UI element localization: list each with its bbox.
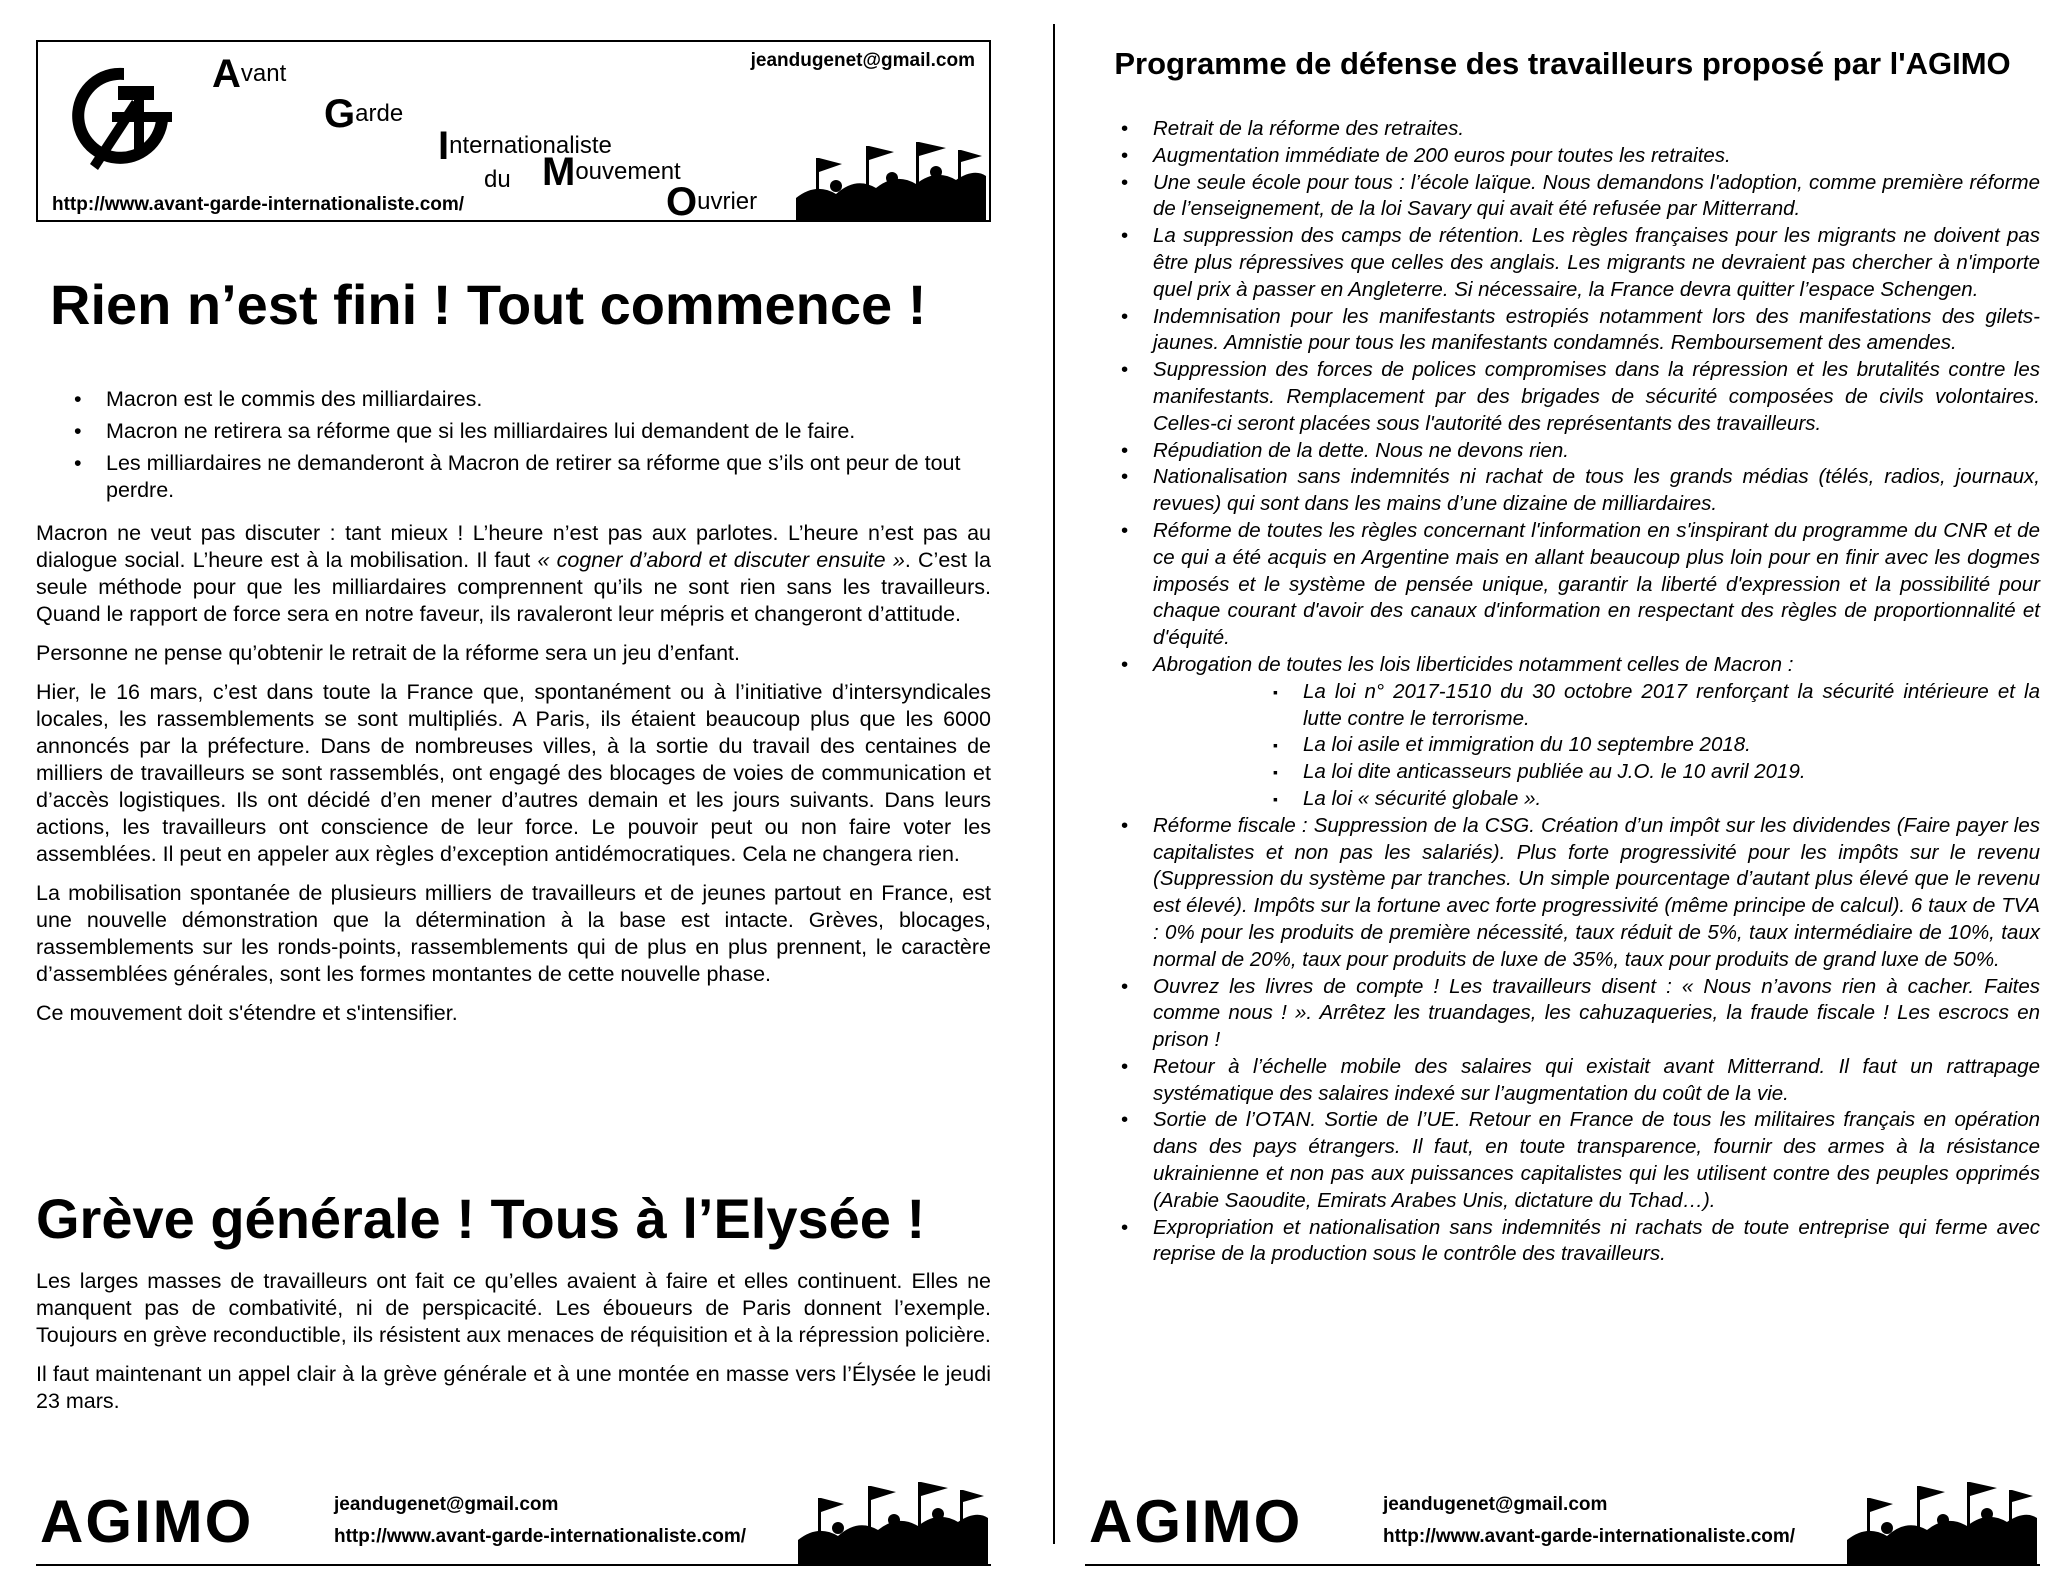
list-item: • Réforme de toutes les règles concernant l'information en s'inspirant du programme du CNR et de ce qui a été acquis en Argentine mais en allant beaucoup plus loin pour en finir avec les dogmes imposés et le système de pensée unique, garantir la liberté d'expression et la possibilité pour chaque courant d'avoir des canaux d'information en respectant des règles de proportionnalité et d'équité. (1085, 518, 2040, 652)
footer-rule (36, 1564, 991, 1566)
list-item: • Augmentation immédiate de 200 euros pour toutes les retraites. (1085, 143, 2040, 170)
list-item: • Répudiation de la dette. Nous ne devons rien. (1085, 438, 2040, 465)
footer-url[interactable]: http://www.avant-garde-internationaliste.com/ (1383, 1526, 1796, 1547)
paragraph-hier: Hier, le 16 mars, c’est dans toute la France que, spontanément ou à l’initiative d’intersyndicales locales, les rassemblements se sont multipliés. A Paris, ils étaient beaucoup plus que les 6000 annoncés par la préfecture. Dans de nombreuses villes, à la sortie du travail des centaines de milliers de travailleurs se sont rassemblés, ont engagé des blocages de voies de communication et d’accès logistiques. Ils ont décidé d’en mener d’autres demain et les jours suivants. Dans leurs actions, les travailleurs ont conscience de leur force. Le pouvoir peut ou non faire voter les assemblées. Il peut en appeler aux règles d’exception antidémocratiques. Cela ne changera rien. (36, 680, 991, 866)
header-email[interactable]: jeandugenet@gmail.com (750, 50, 975, 71)
right-footer (1085, 1476, 2040, 1566)
header-banner (36, 40, 991, 222)
acronym-line-du: du (484, 166, 511, 193)
headline-rien-nest-fini: Rien n’est fini ! Tout commence ! (50, 273, 927, 336)
left-bullet-list (36, 386, 991, 509)
list-item: • La suppression des camps de rétention. Les règles françaises pour les migrants ne doivent pas être plus répressives que celles des anglais. Les migrants ne devraient pas chercher à n'importe quel prix à passer en Angleterre. Si nécessaire, la France devra quitter l’espace Schengen. (1085, 223, 2040, 303)
agimo-brand: AGIMO (1089, 1488, 1303, 1555)
sub-list-item: ▪ La loi n° 2017-1510 du 30 octobre 2017 renforçant la sécurité intérieure et la lutte contre le terrorisme. (1153, 679, 2040, 733)
crowd-flags-icon (796, 138, 986, 220)
acronym-line-internationaliste: Internationaliste (438, 124, 612, 168)
list-item: • Sortie de l’OTAN. Sortie de l’UE. Retour en France de tous les militaires français en opération dans des pays étrangers. Il faut, en toute transparence, fournir des armes à la résistance ukrainienne et non pas aux puissances capitalistes qui les utilisent contre des peuples opprimés (Arabie Saoudite, Emirats Arabes Unis, dictature du Tchad…). (1085, 1107, 2040, 1214)
paragraph-appel: Il faut maintenant un appel clair à la grève générale et à une montée en masse vers l’Élysée le jeudi 23 mars. (36, 1362, 991, 1413)
acronym-line-avant: Avant (212, 52, 287, 96)
left-footer (36, 1476, 991, 1566)
list-item: • Nationalisation sans indemnités ni rachat de tous les grands médias (télés, radios, journaux, revues) qui sont dans les mains d’une dizaine de milliardaires. (1085, 464, 2040, 518)
list-item: • Macron est le commis des milliardaires. (36, 386, 991, 413)
crowd-flags-icon (1847, 1478, 2037, 1564)
list-item: • Retrait de la réforme des retraites. (1085, 116, 2040, 143)
left-body-part2 (36, 1268, 991, 1427)
footer-url[interactable]: http://www.avant-garde-internationaliste.com/ (334, 1526, 747, 1547)
program-title: Programme de défense des travailleurs proposé par l'AGIMO (1114, 46, 2011, 81)
list-item-abrogation: • Abrogation de toutes les lois liberticides notamment celles de Macron : ▪ La loi n° 2017-1510 du 30 octobre 2017 renforçant la sécurité intérieure et la lutte contre le terrorisme. ▪ La loi asile et immigration du 10 septembre 2018. ▪ La loi dite anticasseurs publiée au J.O. le 10 avril 2019. ▪ La loi « sécurité globale ». (1085, 652, 2040, 813)
list-item: • Ouvrez les livres de compte ! Les travailleurs disent : « Nous n’avons rien à cacher. Faites comme nous ! ». Arrêtez les truandages, les cahuzaqueries, la fraude fiscale ! Les escrocs en prison ! (1085, 974, 2040, 1054)
paragraph-larges-masses: Les larges masses de travailleurs ont fait ce qu’elles avaient à faire et elles continuent. Elles ne manquent pas de combativité, ni de perspicacité. Les éboueurs de Paris donnent l’exemple. Toujours en grève reconductible, ils résistent aux menaces de réquisition et à la répression policière. (36, 1269, 991, 1347)
left-page (36, 36, 991, 1555)
right-page (1085, 36, 2040, 1555)
sub-list-item: ▪ La loi dite anticasseurs publiée au J.O. le 10 avril 2019. (1153, 759, 2040, 786)
left-body-part1 (36, 520, 991, 1039)
paragraph-mouvement: Ce mouvement doit s'étendre et s'intensifier. (36, 1001, 458, 1025)
footer-email[interactable]: jeandugenet@gmail.com (334, 1494, 559, 1515)
footer-rule (1085, 1564, 2040, 1566)
list-item: • Réforme fiscale : Suppression de la CSG. Création d’un impôt sur les dividendes (Faire payer les capitalistes et non pas les salariés). Plus forte progressivité pour les impôts sur le revenu (Suppression du système par tranches. Un simple pourcentage d’autant plus élevé que le revenu est élevé). Impôts sur la fortune avec forte progressivité (même principe de calcul). 6 taux de TVA : 0% pour les produits de première nécessité, taux réduit de 5%, taux intermédiaire de 10%, taux normal de 20%, taux pour produits de luxe de 35%, taux pour produits de grand luxe de 50%. (1085, 813, 2040, 974)
hammer-sickle-logo-icon (72, 60, 176, 186)
paragraph-macron: Macron ne veut pas discuter : tant mieux ! L’heure n’est pas aux parlotes. L’heure n’est pas au dialogue social. L’heure est à la mobilisation. Il faut « cogner d’abord et discuter ensuite ». C’est la seule méthode pour que les milliardaires comprennent qu’ils ne sont rien sans les travailleurs. Quand le rapport de force sera en notre faveur, ils ravaleront leur mépris et changeront d’attitude. (36, 521, 991, 626)
header-url[interactable]: http://www.avant-garde-internationaliste.com/ (52, 194, 465, 215)
program-list (1085, 116, 2040, 1268)
list-item: • Retour à l’échelle mobile des salaires qui existait avant Mitterrand. Il faut un rattrapage systématique des salaires indexé sur l’augmentation du coût de la vie. (1085, 1054, 2040, 1108)
footer-email[interactable]: jeandugenet@gmail.com (1383, 1494, 1608, 1515)
list-item: • Macron ne retirera sa réforme que si les milliardaires lui demandent de le faire. (36, 418, 991, 445)
list-item: • Une seule école pour tous : l’école laïque. Nous demandons l'adoption, comme première réforme de l’enseignement, de la loi Savary qui avait été refusée par Mitterrand. (1085, 170, 2040, 224)
agimo-brand: AGIMO (40, 1488, 254, 1555)
acronym-line-garde: Garde (324, 92, 404, 136)
paragraph-mobilisation: La mobilisation spontanée de plusieurs milliers de travailleurs et de jeunes partout en France, est une nouvelle démonstration que la détermination à la base est intacte. Grèves, blocages, rassemblements sur les ronds-points, rassemblements qui de plus en plus prennent, le caractère d’assemblées générales, sont les formes montantes de cette nouvelle phase. (36, 881, 991, 986)
sub-list-item: ▪ La loi « sécurité globale ». (1153, 786, 2040, 813)
list-item: • Suppression des forces de polices compromises dans la répression et les brutalités contre les manifestants. Remplacement par des brigades de sécurité composées de civils volontaires. Celles-ci seront placées sous l'autorité des représentants des travailleurs. (1085, 357, 2040, 437)
list-item: • Les milliardaires ne demanderont à Macron de retirer sa réforme que s’ils ont peur de tout perdre. (36, 450, 991, 504)
paragraph-personne: Personne ne pense qu’obtenir le retrait de la réforme sera un jeu d’enfant. (36, 641, 740, 665)
acronym-line-ouvrier: Ouvrier (666, 180, 758, 224)
list-item: • Expropriation et nationalisation sans indemnités ni rachats de toute entreprise qui ferme avec reprise de la production sous le contrôle des travailleurs. (1085, 1215, 2040, 1269)
list-item: • Indemnisation pour les manifestants estropiés notamment lors des manifestations des gilets-jaunes. Amnistie pour tous les manifestants condamnés. Remboursement des amendes. (1085, 304, 2040, 358)
crowd-flags-icon (798, 1478, 988, 1564)
headline-greve-generale: Grève générale ! Tous à l’Elysée ! (36, 1187, 926, 1250)
laws-sublist (1153, 679, 2040, 813)
sub-list-item: ▪ La loi asile et immigration du 10 septembre 2018. (1153, 732, 2040, 759)
page-divider (1053, 24, 1055, 1544)
acronym-line-mouvement: Mouvement (542, 150, 681, 194)
